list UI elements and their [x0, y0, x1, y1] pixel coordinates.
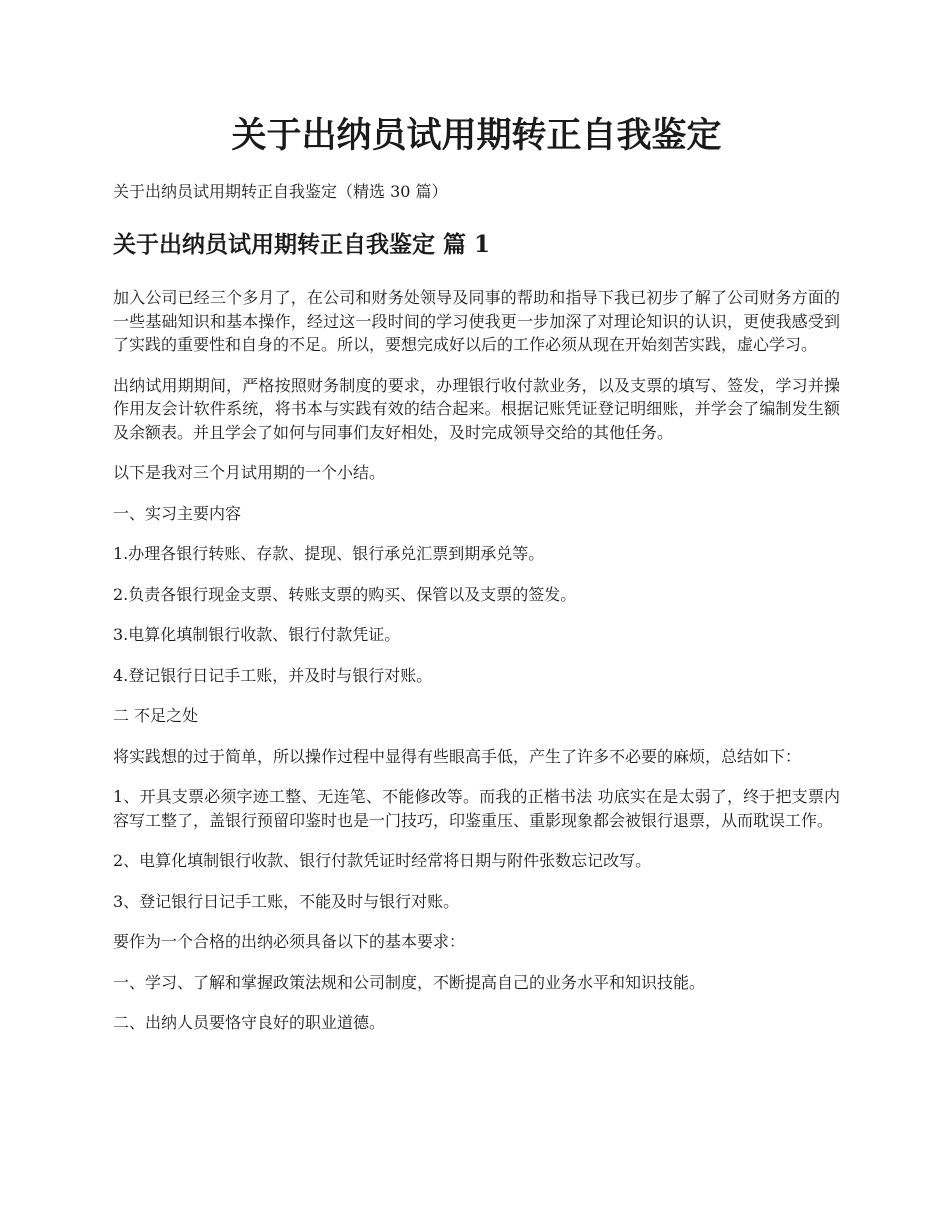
list-item: 1、开具支票必须字迹工整、无连笔、不能修改等。而我的正楷书法 功底实在是太弱了，终于把支票内容写工整了，盖银行预留印鉴时也是一门技巧，印鉴重压、重影现象都会被银行退票，从而耽误工作。 [113, 787, 840, 830]
list-item: 1.办理各银行转账、存款、提现、银行承兑汇票到期承兑等。 [113, 544, 545, 563]
paragraph: 以下是我对三个月试用期的一个小结。 [113, 463, 386, 482]
paragraph: 将实践想的过于简单，所以操作过程中显得有些眼高手低，产生了许多不必要的麻烦，总结如下： [113, 746, 802, 766]
paragraph: 加入公司已经三个多月了，在公司和财务处领导及同事的帮助和指导下我已初步了解了公司财务方面的一些基础知识和基本操作，经过这一段时间的学习使我更一步加深了对理论知识的认识，更使我感受到了实践的重要性和自身的不足。所以，要想完成好以后的工作必须从现在开始刻苦实践，虚心学习。 [113, 288, 840, 354]
list-item: 2.负责各银行现金支票、转账支票的购买、保管以及支票的签发。 [113, 584, 577, 604]
list-item: 一、学习、了解和掌握政策法规和公司制度，不断提高自己的业务水平和知识技能。 [113, 972, 706, 992]
paragraph: 出纳试用期期间，严格按照财务制度的要求，办理银行收付款业务，以及支票的填写、签发，学习并操作用友会计软件系统，将书本与实践有效的结合起来。根据记账凭证登记明细账，并学会了编制发生额及余额表。并且学会了如何与同事们友好相处，及时完成领导交给的其他任务。 [113, 375, 840, 442]
list-heading: 一、实习主要内容 [113, 503, 242, 523]
body-text [113, 286, 840, 1052]
list-item: 二、出纳人员要恪守良好的职业道德。 [113, 1013, 386, 1032]
list-item: 2、电算化填制银行收款、银行付款凭证时经常将日期与附件张数忘记改写。 [113, 851, 652, 870]
section-heading: 关于出纳员试用期转正自我鉴定 篇 1 [113, 231, 491, 258]
document-subtitle: 关于出纳员试用期转正自我鉴定（精选 30 篇） [113, 182, 448, 201]
list-item: 3.电算化填制银行收款、银行付款凭证。 [113, 625, 401, 644]
list-item: 3、登记银行日记手工账，不能及时与银行对账。 [113, 891, 460, 911]
document-title: 关于出纳员试用期转正自我鉴定 [231, 115, 722, 156]
list-item: 4.登记银行日记手工账，并及时与银行对账。 [113, 665, 433, 685]
list-heading: 二 不足之处 [113, 706, 199, 725]
paragraph: 要作为一个合格的出纳必须具备以下的基本要求： [113, 932, 466, 951]
